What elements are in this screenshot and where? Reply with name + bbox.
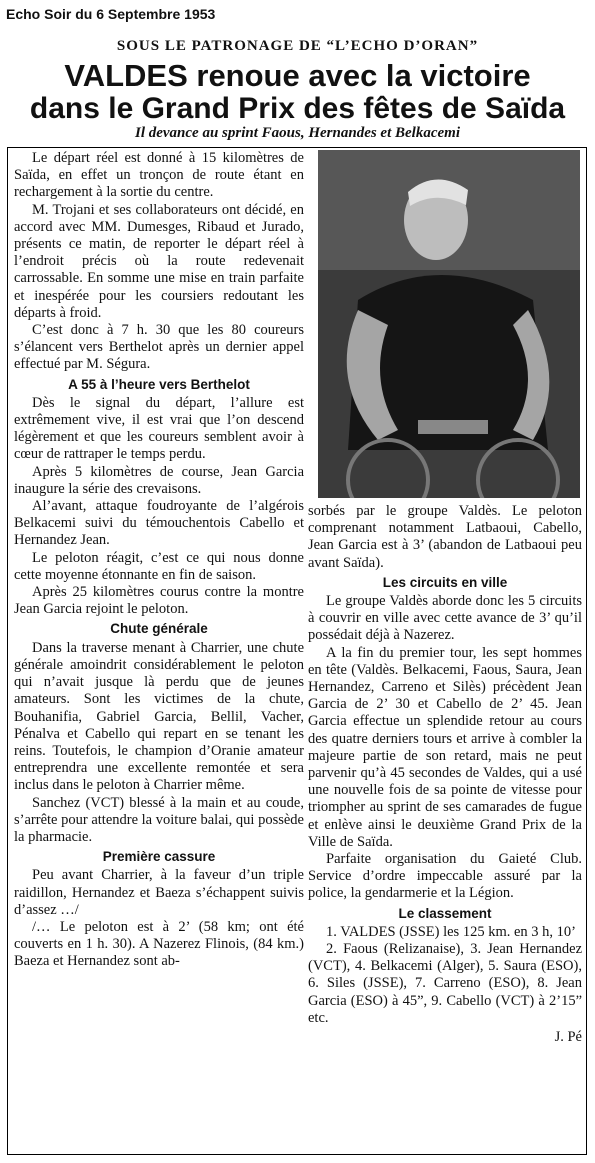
paragraph: Le départ réel est donné à 15 kilomètres de Saïda, en effet un tronçon de route étant en rechargement à la sortie du centre. xyxy=(14,150,304,201)
paragraph: Le peloton réagit, c’est ce qui nous donne cette moyenne étonnante en fin de saison. xyxy=(14,549,304,583)
paragraph: Sanchez (VCT) blessé à la main et au coude, s’arrête pour attendre la voiture balai, qui possède la pharmacie. xyxy=(14,794,304,845)
source-line: Echo Soir du 6 Septembre 1953 xyxy=(6,6,216,22)
patronage-line: SOUS LE PATRONAGE DE “L’ECHO D’ORAN” xyxy=(116,38,479,54)
paragraph: Al’avant, attaque foudroyante de l’algérois Belkacemi suivi du témouchentois Cabello et Hernandez Jean. xyxy=(14,498,304,549)
left-column xyxy=(14,150,304,971)
paragraph: /… Le peloton est à 2’ (58 km; ont été couverts en 1 h. 30). A Nazerez Flinois, (84 km.) Baeza et Hernandez sont ab- xyxy=(14,918,304,970)
headline-line-1: VALDES renoue avec la victoire xyxy=(64,58,531,93)
paragraph: Peu avant Charrier, à la faveur d’un triple raidillon, Hernandez et Baeza s’échappent suivis d’assez …/ xyxy=(14,867,304,918)
subheading: A 55 à l’heure vers Berthelot xyxy=(68,376,250,392)
paragraph: sorbés par le groupe Valdès. Le peloton comprenant notamment Latbaoui, Cabello, Jean Garcia est à 3’ (abandon de Latbaoui peu avant Saïda). xyxy=(308,503,582,571)
right-column xyxy=(308,503,582,1046)
paragraph: Dans la traverse menant à Charrier, une chute générale amoindrit considérablement le peloton qui n’avait jusque là perdu que de jeunes amateurs. Sont les victimes de la chute, Bouhanifia, Gabriel Garcia, Bellil, Vacher, Pénalva et Cabello qui repart en se tenant les reins. Toutefois, le champion d’Oranie amateur entreprendra une excellente remontée et sera inclus dans le peloton à Charrier même. xyxy=(14,639,304,794)
cyclist-photo xyxy=(318,150,580,498)
paragraph: A la fin du premier tour, les sept hommes en tête (Valdès. Belkacemi, Faous, Saura, Jean Hernandez, Carreno et Silès) précèdent Jean Garcia de 2’ 30 et Cabello de 2’ 45. Jean Garcia effectue un splendide retour au cours des quatre derniers tours et arrive à combler la majeure partie de son retard, mais ne peut parvenir qu’à 45 secondes de Valdes, qui a usé une nouvelle fois de sa pointe de vitesse pour triompher au sprint de ses camarades de fugue et enlève ainsi le deuxième Grand Prix de la Ville de Saïda. xyxy=(308,644,582,850)
paragraph: C’est donc à 7 h. 30 que les 80 coureurs s’élancent vers Berthelot après un dernier appel effectué par M. Ségura. xyxy=(14,322,304,373)
paragraph: Dès le signal du départ, l’allure est extrêmement vive, il est vrai que l’on descend légèrement et que les coureurs semblent avoir à cœur de rattraper le temps perdu. xyxy=(14,394,304,463)
subheading: Le classement xyxy=(398,905,492,921)
paragraph: Parfaite organisation du Gaieté Club. Service d’ordre impeccable assuré par la police, la gendarmerie et la Légion. xyxy=(308,851,582,902)
paragraph: Le groupe Valdès aborde donc les 5 circuits à couvrir en ville avec cette avance de 3’ qu’il possédait déjà à Nazerez. xyxy=(308,593,582,644)
headline-line-2: dans le Grand Prix des fêtes de Saïda xyxy=(29,92,566,125)
paragraph: M. Trojani et ses collaborateurs ont décidé, en accord avec MM. Dumesges, Ribaud et Jurado, présents ce matin, de reporter le départ réel à l’endroit précis où la route redevenait carrossable. En somme une mise en train parfaite et inespérée pour les coursiers redoutant les départs à froid. xyxy=(14,201,304,321)
ranking-line: 1. VALDES (JSSE) les 125 km. en 3 h, 10’ xyxy=(326,923,576,940)
ranking-line: 2. Faous (Relizanaise), 3. Jean Hernandez (VCT), 4. Belkacemi (Alger), 5. Saura (ESO), 6. Siles (JSSE), 7. Carreno (ESO), 8. Jean Garcia (ESO) à 45”, 9. Cabello (VCT) à 2’15” etc. xyxy=(308,941,582,1026)
paragraph: Après 25 kilomètres courus contre la montre Jean Garcia rejoint le peloton. xyxy=(14,584,304,618)
subheading: Première cassure xyxy=(102,849,216,865)
paragraph: Après 5 kilomètres de course, Jean Garcia inaugure la série des crevaisons. xyxy=(14,463,304,497)
subheading: Les circuits en ville xyxy=(382,574,508,590)
deck-line: Il devance au sprint Faous, Hernandes et Belkacemi xyxy=(134,125,460,141)
signature: J. Pé xyxy=(554,1029,582,1046)
cyclist-illustration xyxy=(318,150,580,498)
subheading: Chute générale xyxy=(110,621,208,637)
